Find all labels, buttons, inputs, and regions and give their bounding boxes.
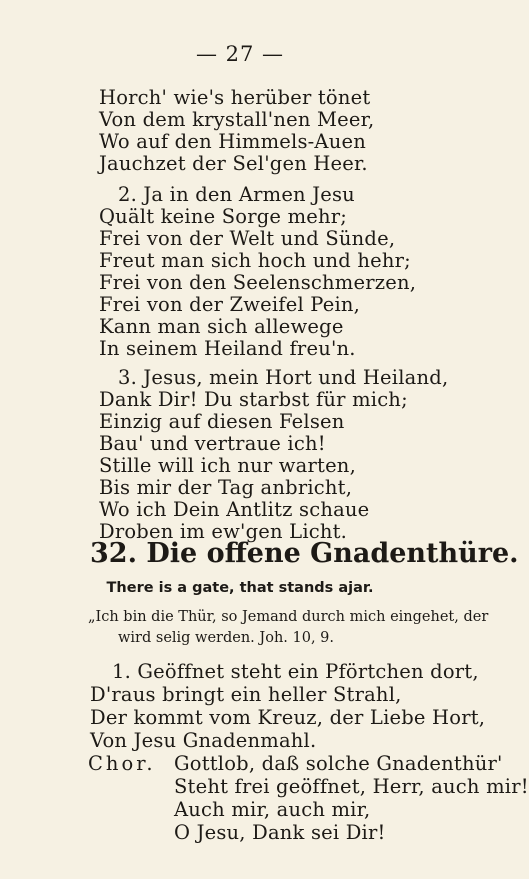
verse-line: Bau' und vertraue ich!	[99, 432, 326, 455]
epigraph-line: „Ich bin die Thür, so Jemand durch mich eingehet, der	[88, 609, 489, 625]
chorus-line: O Jesu, Dank sei Dir!	[174, 821, 386, 844]
verse-line: Droben im ew'gen Licht.	[99, 520, 348, 543]
verse-line: Von dem krystall'nen Meer,	[99, 108, 375, 131]
verse-line: Quält keine Sorge mehr;	[99, 205, 348, 228]
verse-line: Wo ich Dein Antlitz schaue	[99, 498, 370, 521]
chorus-line: Gottlob, daß solche Gnadenthür'	[174, 752, 503, 775]
verse-line: Freut man sich hoch und hehr;	[99, 249, 411, 272]
verse-line: Frei von den Seelenschmerzen,	[99, 271, 417, 294]
chorus-label: Chor.	[88, 752, 156, 775]
chorus-line: Steht frei geöffnet, Herr, auch mir!	[174, 775, 529, 798]
hymn-title: 32. Die offene Gnadenthüre.	[90, 538, 519, 569]
verse-line: Horch' wie's herüber tönet	[99, 86, 371, 109]
verse-line: 3. Jesus, mein Hort und Heiland,	[118, 366, 449, 389]
verse-line: Von Jesu Gnadenmahl.	[90, 729, 317, 752]
verse-line: Der kommt vom Kreuz, der Liebe Hort,	[90, 706, 486, 729]
verse-line: Wo auf den Himmels-Auen	[99, 130, 366, 153]
chorus-line: Auch mir, auch mir,	[174, 798, 371, 821]
verse-line: In seinem Heiland freu'n.	[99, 337, 356, 360]
verse-line: Frei von der Welt und Sünde,	[99, 227, 396, 250]
scripture-epigraph	[88, 607, 488, 649]
epigraph-line: wird selig werden. Joh. 10, 9.	[118, 630, 335, 646]
verse-line: Einzig auf diesen Felsen	[99, 410, 345, 433]
verse-line: Stille will ich nur warten,	[99, 454, 356, 477]
verse-line: Kann man sich allewege	[99, 315, 344, 338]
verse-line: Dank Dir! Du starbst für mich;	[99, 388, 408, 411]
verse-line: 2. Ja in den Armen Jesu	[118, 183, 355, 206]
page-number: — 27 —	[195, 42, 285, 66]
verse-line: 1. Geöffnet steht ein Pförtchen dort,	[112, 660, 479, 683]
verse-line: Jauchzet der Sel'gen Heer.	[99, 152, 368, 175]
english-subtitle: There is a gate, that stands ajar.	[106, 580, 374, 596]
verse-line: D'raus bringt ein heller Strahl,	[90, 683, 402, 706]
verse-line: Bis mir der Tag anbricht,	[99, 476, 353, 499]
verse-line: Frei von der Zweifel Pein,	[99, 293, 361, 316]
